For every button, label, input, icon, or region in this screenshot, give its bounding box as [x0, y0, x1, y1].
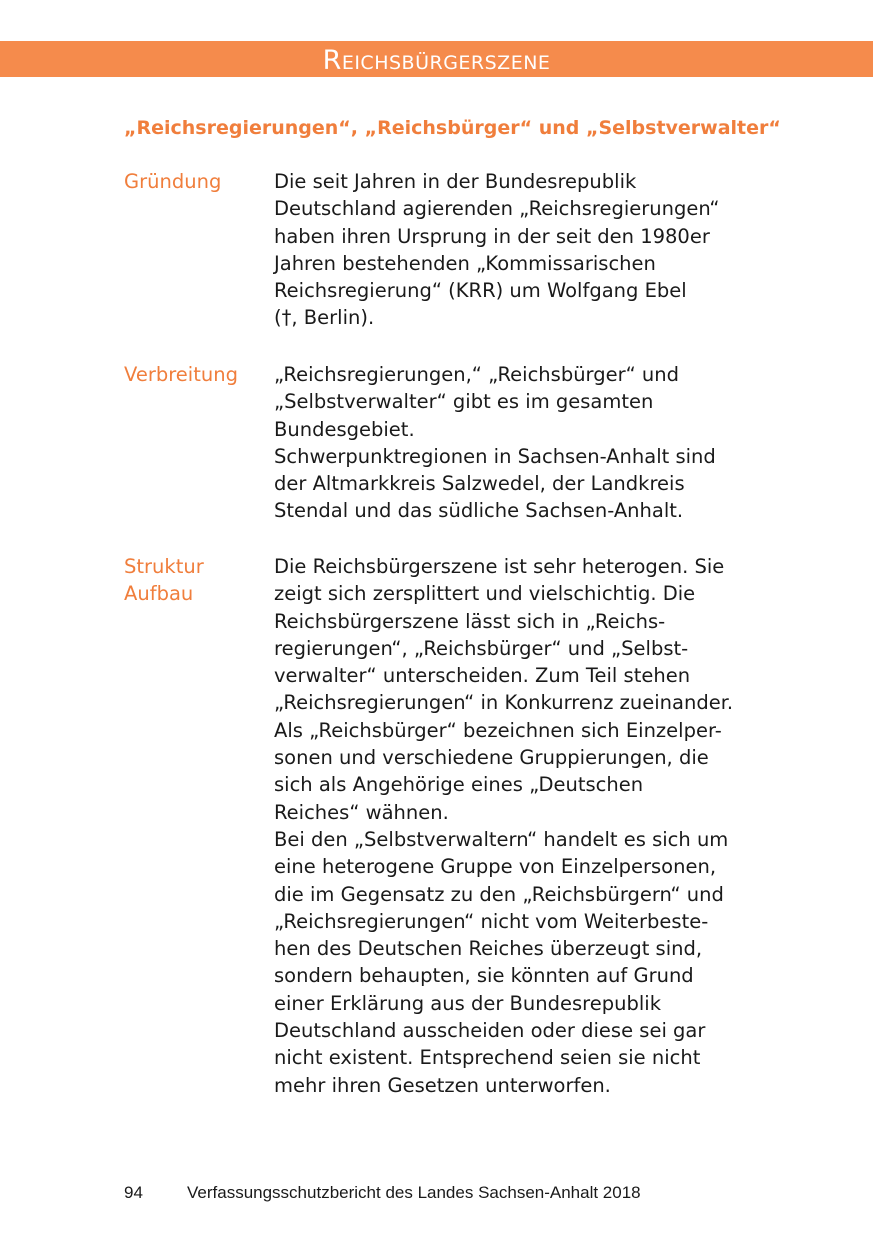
banner-title: Reichsbürgerszene	[322, 45, 551, 76]
label-line: Verbreitung	[124, 363, 238, 386]
text-line: Stendal und das südliche Sachsen-Anhalt.	[274, 499, 684, 523]
text-line: haben ihren Ursprung in der seit den 1980er	[274, 224, 710, 248]
text-line: Die Reichsbürgerszene ist sehr heterogen. Sie	[274, 555, 725, 578]
text-line: sondern behaupten, sie könnten auf Grund	[274, 964, 694, 988]
text-line: nicht existent. Entsprechend seien sie nicht	[274, 1046, 701, 1070]
text-line: „Reichsregierungen“ in Konkurrenz zueinander.	[274, 691, 734, 715]
text-line: „Reichsregierungen,“ „Reichsbürger“ und	[274, 363, 680, 386]
text-line: eine heterogene Gruppe von Einzelpersonen,	[274, 855, 717, 879]
section-text	[274, 553, 754, 1099]
text-line: mehr ihren Gesetzen unterworfen.	[274, 1073, 611, 1097]
text-line: Die seit Jahren in der Bundesrepublik	[274, 170, 637, 193]
text-line: Bei den „Selbstverwaltern“ handelt es sich um	[274, 827, 729, 851]
text-line: die im Gegensatz zu den „Reichsbürgern“ und	[274, 882, 724, 906]
section-label	[124, 553, 264, 608]
text-line: Bundesgebiet.	[274, 417, 415, 441]
text-line: hen des Deutschen Reiches überzeugt sind,	[274, 937, 703, 961]
text-line: sonen und verschiedene Gruppierungen, die	[274, 746, 709, 770]
section-banner	[0, 41, 873, 77]
text-line: zeigt sich zersplittert und vielschichtig. Die	[274, 582, 696, 606]
text-line: Reichsregierung“ (KRR) um Wolfgang Ebel	[274, 279, 687, 303]
text-line: (†, Berlin).	[274, 306, 375, 330]
text-line: Schwerpunktregionen in Sachsen-Anhalt sind	[274, 444, 716, 468]
section-text	[274, 361, 754, 525]
section-text	[274, 168, 754, 332]
text-line: „Selbstverwalter“ gibt es im gesamten	[274, 390, 654, 414]
text-line: „Reichsregierungen“ nicht vom Weiterbeste-	[274, 909, 709, 933]
publication-title: Verfassungsschutzbericht des Landes Sachsen-Anhalt 2018	[187, 1183, 641, 1202]
label-line: Aufbau	[124, 582, 194, 606]
text-line: Reiches“ wähnen.	[274, 800, 449, 824]
text-line: Jahren bestehenden „Kommissarischen	[274, 251, 656, 275]
text-line: verwalter“ unterscheiden. Zum Teil stehen	[274, 664, 691, 688]
text-line: der Altmarkkreis Salzwedel, der Landkreis	[274, 472, 685, 496]
section-label	[124, 168, 264, 195]
text-line: einer Erklärung aus der Bundesrepublik	[274, 991, 662, 1015]
text-line: Reichsbürgerszene lässt sich in „Reichs-	[274, 609, 666, 633]
page-subtitle: „Reichsregierungen“, „Reichsbürger“ und „Selbstverwalter“	[124, 117, 781, 139]
text-line: regierungen“, „Reichsbürger“ und „Selbst-	[274, 636, 689, 660]
label-line: Gründung	[124, 170, 222, 193]
section-label	[124, 361, 264, 388]
text-line: Deutschland agierenden „Reichsregierungen“	[274, 197, 720, 221]
text-line: Als „Reichsbürger“ bezeichnen sich Einzelper-	[274, 718, 722, 742]
page-number: 94	[124, 1183, 143, 1202]
text-line: Deutschland ausscheiden oder diese sei gar	[274, 1019, 706, 1043]
text-line: sich als Angehörige eines „Deutschen	[274, 773, 644, 797]
label-line: Struktur	[124, 555, 204, 578]
